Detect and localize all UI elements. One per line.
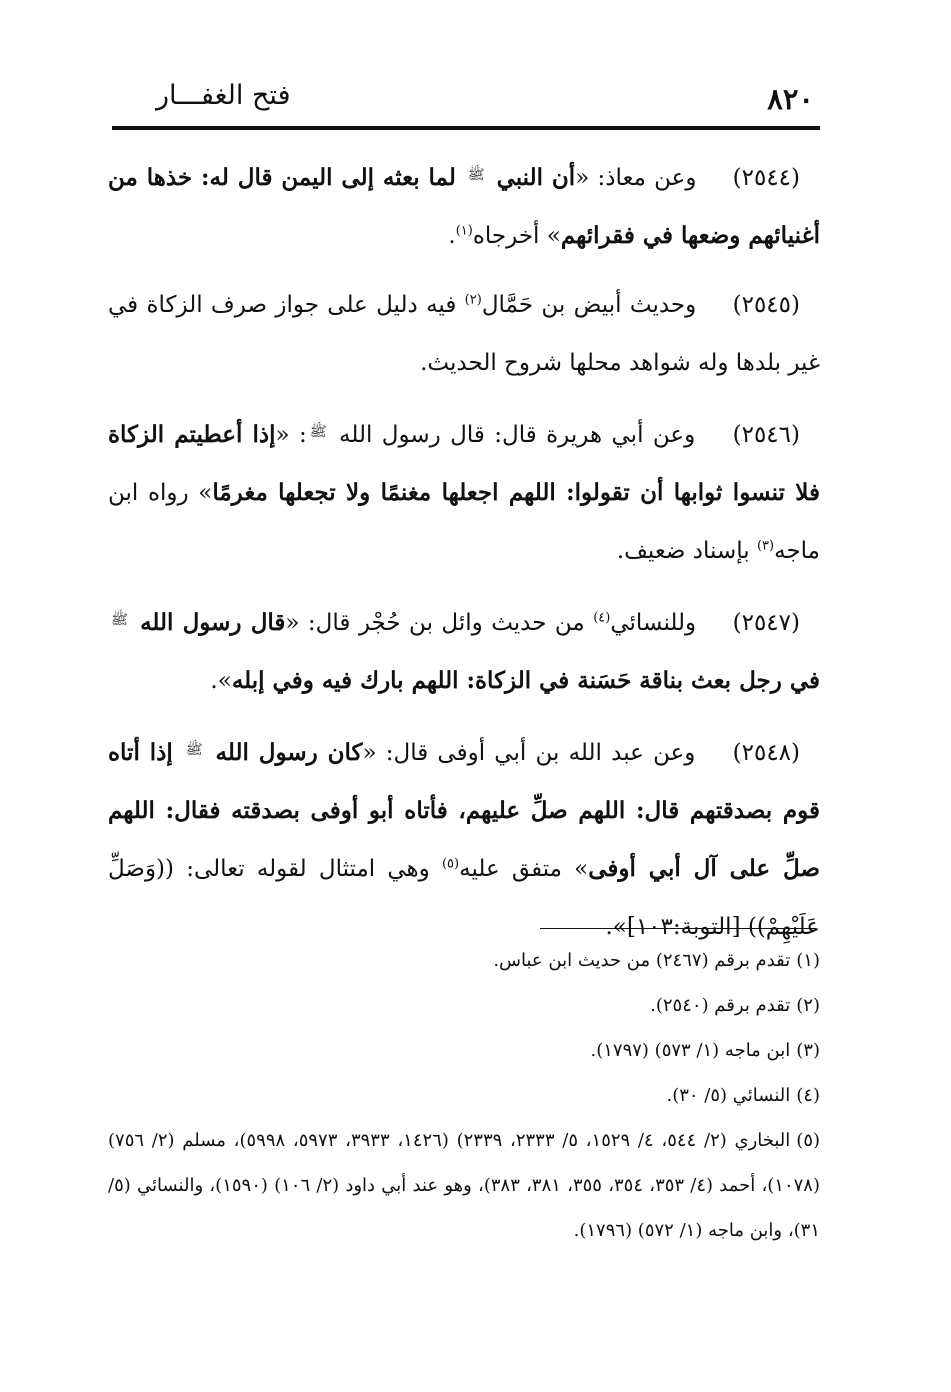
hadith-intro: وعن معاذ: « xyxy=(575,165,697,191)
footnote-text: النسائي (٥/ ٣٠). xyxy=(666,1085,791,1106)
footnote-4 xyxy=(108,1073,820,1118)
hadith-number: (٢٥٤٧) xyxy=(732,610,800,636)
hadith-tail: ». xyxy=(210,668,232,694)
hadith-quote: قال رسول الله $^ﷺ$ في رجل بعث بناقة حَسَنة في الزكاة: اللهم بارك فيه وفي إبله xyxy=(111,609,820,694)
main-text xyxy=(108,146,820,967)
footnote-text: تقدم برقم (٢٤٦٧) من حديث ابن عباس. xyxy=(493,950,791,971)
hadith-quote: إذا أعطيتم الزكاة فلا تنسوا ثوابها أن تقولوا: اللهم اجعلها مغنمًا ولا تجعلها مغرمًا xyxy=(108,421,820,506)
page-number: ٨٢٠ xyxy=(767,82,814,116)
honorific-symbol: ﷺ xyxy=(185,742,203,758)
hadith-closing: » أخرجاه xyxy=(472,223,561,249)
hadith-number: (٢٥٤٥) xyxy=(732,292,800,318)
footnote-1 xyxy=(108,938,820,983)
footnote-3 xyxy=(108,1028,820,1073)
footnote-marker: (٤) xyxy=(796,1085,820,1106)
footnote-marker: (٥) xyxy=(796,1130,821,1151)
footnote-2 xyxy=(108,983,820,1028)
footnote-text: تقدم برقم (٢٥٤٠). xyxy=(650,995,791,1016)
hadith-intro: وعن عبد الله بن أبي أوفى قال: « xyxy=(362,740,696,766)
footnote-marker: (١) xyxy=(796,950,820,971)
hadith-middle: من حديث وائل بن حُجْر قال: « xyxy=(285,610,594,636)
honorific-symbol: ﷺ xyxy=(111,612,128,628)
hadith-closing: » متفق عليه xyxy=(459,856,589,882)
hadith-quote: كان رسول الله $^ﷺ$ إذا أتاه قوم بصدقتهم قال: اللهم صلِّ عليهم، فأتاه أبو أوفى بصدقته فقال: اللهم صلِّ على آل أبي أوفى xyxy=(108,739,820,882)
running-header xyxy=(112,80,820,124)
footnote-text: ابن ماجه (١/ ٥٧٣) (١٧٩٧). xyxy=(590,1040,791,1061)
honorific-symbol: ﷺ xyxy=(467,167,485,183)
hadith-rest: فيه دليل على جواز صرف الزكاة في غير بلدها وله شواهد محلها شروح الحديث. xyxy=(108,292,820,376)
honorific-symbol: ﷺ xyxy=(309,424,327,440)
hadith-number: (٢٥٤٨) xyxy=(732,740,801,766)
footnote-marker: (٢) xyxy=(796,995,820,1016)
hadith-intro: وعن أبي هريرة قال: قال رسول الله $^ﷺ$: « xyxy=(275,422,696,448)
footnotes xyxy=(108,938,820,1253)
hadith-2548 xyxy=(108,721,820,956)
footnote-rule xyxy=(540,928,816,929)
hadith-2544 xyxy=(108,146,820,265)
footnote-ref[interactable]: (٣) xyxy=(756,538,775,554)
hadith-2546 xyxy=(108,403,820,580)
footnote-ref[interactable]: (٤) xyxy=(593,610,611,626)
footnote-ref[interactable]: (١) xyxy=(455,223,473,239)
book-title: فتح الغفـــار xyxy=(156,80,291,111)
footnote-ref[interactable]: (٢) xyxy=(464,292,482,308)
footnote-ref[interactable]: (٥) xyxy=(441,856,460,872)
hadith-number: (٢٥٤٤) xyxy=(732,165,801,191)
hadith-2547 xyxy=(108,591,820,710)
hadith-intro: وللنسائي xyxy=(610,610,697,636)
footnote-5 xyxy=(108,1118,820,1253)
footnote-text: البخاري (٢/ ٥٤٤، ٤/ ١٥٢٩، ٥/ ٢٣٣٣، ٢٣٣٩) (١٤٢٦، ٣٩٣٣، ٥٩٧٣، ٥٩٩٨)، مسلم (٢/ ٧٥٦) (١٠٧٨)، أحمد (٤/ ٣٥٣، ٣٥٤، ٣٥٥، ٣٨١، ٣٨٣)، وهو عند أبي داود (٢/ ١٠٦) (١٥٩٠)، والنسائي (٥/ ٣١)، وابن ماجه (١/ ٥٧٢) (١٧٩٦). xyxy=(108,1130,820,1241)
hadith-closing: » رواه ابن ماجه xyxy=(108,480,820,564)
hadith-tail: . xyxy=(448,223,456,249)
header-rule xyxy=(112,126,820,130)
hadith-tail: بإسناد ضعيف. xyxy=(616,538,757,564)
hadith-quote: أن النبي $^ﷺ$ لما بعثه إلى اليمن قال له: خذها من أغنيائهم وضعها في فقرائهم xyxy=(108,164,820,249)
hadith-number: (٢٥٤٦) xyxy=(732,422,800,448)
footnote-marker: (٣) xyxy=(796,1040,820,1061)
hadith-intro: وحديث أبيض بن حَمَّال xyxy=(481,292,697,318)
hadith-tail: وهي امتثال لقوله تعالى: ((وَصَلِّ عَلَيْهِمْ)) [التوبة:١٠٣]». xyxy=(108,856,820,940)
hadith-2545 xyxy=(108,276,820,392)
